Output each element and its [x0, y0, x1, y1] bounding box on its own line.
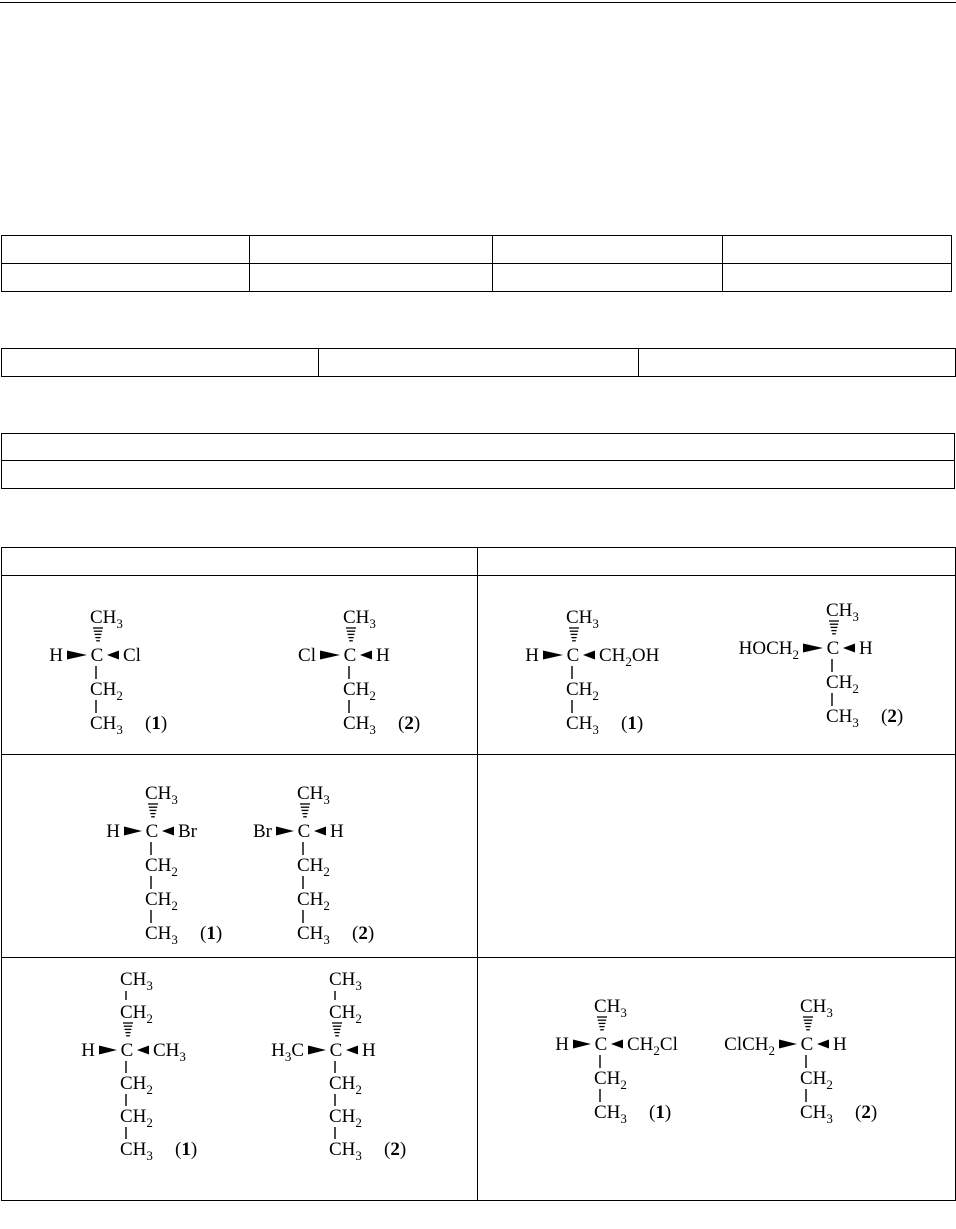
substituent-right: H [330, 821, 344, 842]
substituent-top: $CH_3$ [826, 600, 859, 624]
substituent-top: $CH_3$ [800, 996, 833, 1020]
table-header-row [2, 548, 956, 576]
hashed-wedge-bond [803, 1017, 813, 1030]
table-cell [2, 236, 250, 264]
structure-cell [2, 958, 478, 1201]
table-cell [493, 264, 723, 292]
solid-wedge-bond-left [803, 644, 823, 653]
hashed-wedge-bond [300, 804, 310, 817]
molecule [253, 783, 374, 947]
chain-group: $CH_2$ [120, 1106, 153, 1130]
chain-group: $CH_3$ [343, 713, 376, 737]
enantiomer-number-label: (2) [398, 713, 421, 734]
solid-wedge-bond-left [308, 1046, 326, 1055]
structure-cell [478, 958, 956, 1201]
chain-group: $CH_2$ [800, 1068, 833, 1092]
substituent-left: $HOCH_2$ [738, 638, 799, 662]
molecule [271, 969, 406, 1163]
chain-group: $CH_2$ [297, 889, 330, 913]
table-cell [250, 264, 493, 292]
molecule [298, 607, 420, 737]
substituent-left: H [525, 645, 539, 666]
hashed-wedge-bond [569, 628, 579, 641]
central-carbon-label: C [826, 638, 840, 659]
chain-group: $CH_3$ [145, 923, 178, 947]
central-carbon-label: C [329, 1040, 343, 1061]
solid-wedge-bond-right [162, 827, 174, 836]
substituent-left: H [49, 645, 63, 666]
table-cell [2, 461, 955, 489]
substituent-right: $CH_2OH$ [599, 645, 660, 669]
substituent-left: H [106, 821, 120, 842]
hashed-wedge-bond [597, 1017, 607, 1030]
solid-wedge-bond-right [107, 651, 119, 660]
chain-group: $CH_2$ [594, 1068, 627, 1092]
substituent-right: H [859, 638, 873, 659]
molecule [739, 600, 904, 730]
table-cell [2, 264, 250, 292]
central-carbon-label: C [566, 645, 580, 666]
substituent-top: $CH_3$ [90, 607, 123, 631]
solid-wedge-bond-left [276, 827, 294, 836]
molecule [555, 996, 678, 1126]
enantiomer-number-label: (1) [621, 713, 644, 734]
central-carbon-label: C [297, 821, 311, 842]
molecule [106, 783, 222, 947]
hashed-wedge-bond [829, 621, 839, 634]
table-cell [2, 434, 955, 461]
table-row [2, 434, 955, 461]
structure-cell [2, 576, 478, 755]
table-row [2, 264, 952, 292]
chain-group: $CH_2$ [329, 1106, 362, 1130]
substituent-right: H [362, 1040, 376, 1061]
table-cell [250, 236, 493, 264]
enantiomer-pair-chlorobutane [2, 576, 478, 754]
chain-group: $CH_3$ [90, 713, 123, 737]
chain-group: $CH_2$ [297, 855, 330, 879]
central-carbon-label: C [120, 1040, 134, 1061]
chain-group: $CH_2$ [90, 679, 123, 703]
top-rule [0, 2, 956, 3]
substituent-right: Br [178, 821, 197, 842]
central-carbon-label: C [800, 1034, 814, 1055]
table-row [2, 349, 956, 377]
hashed-wedge-bond [148, 804, 158, 817]
substituent-top: $CH_2$ [120, 1002, 153, 1026]
substituent-left: $H_3C$ [271, 1040, 304, 1064]
empty-table-3 [1, 433, 955, 489]
enantiomer-number-label: (2) [384, 1139, 407, 1160]
solid-wedge-bond-right [360, 651, 372, 660]
enantiomer-number-label: (1) [200, 923, 223, 944]
enantiomer-number-label: (1) [649, 1102, 672, 1123]
empty-table-2 [1, 348, 956, 377]
structure-cell [478, 576, 956, 755]
header-cell [2, 548, 478, 576]
molecule [49, 607, 167, 737]
substituent-left: Cl [298, 645, 316, 666]
enantiomer-pair-bromopentane [2, 755, 478, 957]
substituent-top: $CH_3$ [145, 783, 178, 807]
central-carbon-label: C [145, 821, 159, 842]
chain-group: $CH_2$ [826, 672, 859, 696]
chain-group: $CH_2$ [329, 1073, 362, 1097]
chain-group: $CH_3$ [329, 1139, 362, 1163]
table-cell [723, 236, 952, 264]
solid-wedge-bond-left [320, 651, 340, 660]
central-carbon-label: C [594, 1034, 608, 1055]
substituent-right: $CH_2Cl$ [627, 1034, 678, 1058]
substituent-left: Br [253, 821, 272, 842]
chain-group: $CH_3$ [826, 706, 859, 730]
hashed-wedge-bond [93, 628, 103, 641]
structure-cell [2, 755, 478, 958]
chain-group: $CH_3$ [120, 1139, 153, 1163]
solid-wedge-bond-left [779, 1040, 797, 1049]
structure-cell-empty [478, 755, 956, 958]
enantiomer-number-label: (1) [145, 713, 168, 734]
substituent-top: $CH_3$ [594, 996, 627, 1020]
chain-group: $CH_3$ [594, 1102, 627, 1126]
chain-group: $CH_3$ [297, 923, 330, 947]
table-row [2, 755, 956, 958]
chain-group: $CH_2$ [145, 855, 178, 879]
solid-wedge-bond-right [817, 1040, 829, 1049]
enantiomer-pair-methylheptane [2, 958, 478, 1200]
substituent-top: $CH_3$ [120, 969, 153, 993]
table-row [2, 958, 956, 1201]
substituent-right: H [376, 645, 390, 666]
structures-table [1, 547, 956, 1201]
substituent-left: H [81, 1040, 95, 1061]
molecule [724, 996, 877, 1126]
substituent-right: H [833, 1034, 847, 1055]
chain-group: $CH_2$ [566, 679, 599, 703]
substituent-left: ClCH$_2$ [724, 1034, 775, 1058]
enantiomer-number-label: (2) [352, 923, 375, 944]
substituent-top: $CH_3$ [343, 607, 376, 631]
enantiomer-pair-methylbutanol [478, 576, 956, 754]
solid-wedge-bond-left [124, 827, 142, 836]
substituent-top: $CH_3$ [329, 969, 362, 993]
hashed-wedge-bond [346, 628, 356, 641]
central-carbon-label: C [90, 645, 104, 666]
chain-group: $CH_2$ [120, 1073, 153, 1097]
solid-wedge-bond-right [611, 1040, 623, 1049]
substituent-top: $CH_2$ [329, 1002, 362, 1026]
substituent-top: $CH_3$ [297, 783, 330, 807]
hashed-wedge-bond [332, 1023, 342, 1036]
substituent-right: Cl [123, 645, 141, 666]
table-cell [639, 349, 956, 377]
molecule [81, 969, 197, 1163]
solid-wedge-bond-right [314, 827, 326, 836]
enantiomer-number-label: (1) [175, 1139, 198, 1160]
solid-wedge-bond-right [583, 651, 595, 660]
hashed-wedge-bond [123, 1023, 133, 1036]
table-cell [493, 236, 723, 264]
chain-group: $CH_2$ [145, 889, 178, 913]
substituent-left: H [555, 1034, 569, 1055]
solid-wedge-bond-left [573, 1040, 591, 1049]
enantiomer-pair-chloromethylbutane [478, 958, 956, 1200]
chain-group: $CH_3$ [566, 713, 599, 737]
substituent-top: $CH_3$ [566, 607, 599, 631]
solid-wedge-bond-right [137, 1046, 149, 1055]
enantiomer-number-label: (2) [855, 1102, 878, 1123]
chain-group: $CH_3$ [800, 1102, 833, 1126]
table-row [2, 576, 956, 755]
chain-group: $CH_2$ [343, 679, 376, 703]
solid-wedge-bond-right [346, 1046, 358, 1055]
table-cell [319, 349, 639, 377]
solid-wedge-bond-right [843, 644, 855, 653]
table-row [2, 461, 955, 489]
substituent-right: $CH_3$ [153, 1040, 186, 1064]
empty-table-1 [1, 235, 952, 292]
enantiomer-number-label: (2) [881, 706, 904, 727]
header-cell [478, 548, 956, 576]
solid-wedge-bond-left [67, 651, 87, 660]
table-cell [723, 264, 952, 292]
central-carbon-label: C [343, 645, 357, 666]
table-cell [2, 349, 319, 377]
molecule [525, 607, 659, 737]
table-row [2, 236, 952, 264]
solid-wedge-bond-left [99, 1046, 117, 1055]
solid-wedge-bond-left [543, 651, 563, 660]
